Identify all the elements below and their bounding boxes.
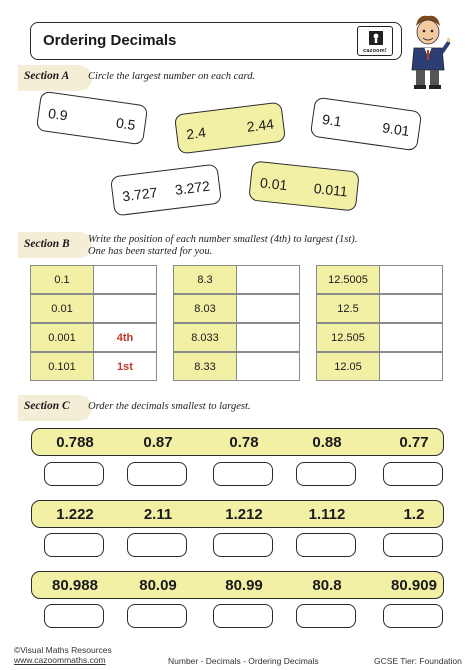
card-value[interactable]: 0.5 — [115, 114, 137, 134]
strip-number: 2.11 — [143, 506, 173, 523]
strip-number: 0.87 — [143, 434, 173, 451]
table-answer-cell[interactable] — [379, 352, 443, 381]
table-answer-cell[interactable] — [236, 265, 300, 294]
website-link[interactable]: www.cazoommaths.com — [14, 655, 106, 665]
footer-credits — [14, 645, 112, 665]
strip-number: 0.78 — [229, 434, 259, 451]
answer-box[interactable] — [213, 533, 273, 557]
answer-box[interactable] — [44, 604, 104, 628]
table-answer-cell[interactable] — [93, 294, 157, 323]
card-1[interactable] — [36, 91, 149, 146]
card-value[interactable]: 3.272 — [174, 177, 211, 198]
footer-topic: Number - Decimals - Ordering Decimals — [168, 656, 319, 666]
footer-tier: GCSE Tier: Foundation — [374, 656, 462, 666]
decimal-strip — [31, 500, 444, 528]
table-number-cell: 8.33 — [173, 352, 237, 381]
section-c-label: Section C — [24, 400, 70, 412]
answer-box[interactable] — [383, 533, 443, 557]
strip-number: 1.222 — [56, 506, 94, 523]
card-value[interactable]: 9.1 — [321, 110, 343, 130]
answer-box[interactable] — [127, 533, 187, 557]
table-number-cell: 12.05 — [316, 352, 380, 381]
card-2[interactable] — [174, 102, 286, 155]
section-b-instruction-1: Write the position of each number smallest (4th) to largest (1st). — [88, 234, 358, 245]
page-title: Ordering Decimals — [43, 32, 177, 49]
card-4[interactable] — [110, 164, 222, 217]
table-number-cell: 12.5 — [316, 294, 380, 323]
answer-box[interactable] — [296, 533, 356, 557]
table-number-cell: 8.033 — [173, 323, 237, 352]
table-number-cell: 8.03 — [173, 294, 237, 323]
card-value[interactable]: 3.727 — [121, 184, 159, 205]
card-value[interactable]: 2.4 — [185, 124, 207, 143]
strip-number: 0.788 — [56, 434, 94, 451]
strip-number: 1.2 — [403, 506, 425, 523]
logo-text: cazoom! — [363, 48, 387, 54]
answer-box[interactable] — [127, 462, 187, 486]
table-answer-cell[interactable] — [379, 323, 443, 352]
card-value[interactable]: 2.44 — [245, 115, 275, 135]
card-value[interactable]: 0.011 — [313, 180, 349, 200]
table-number-cell: 0.101 — [30, 352, 94, 381]
card-5[interactable] — [248, 160, 360, 211]
table-answer-cell[interactable] — [93, 265, 157, 294]
strip-number: 1.212 — [225, 506, 263, 523]
table-answer-cell[interactable]: 4th — [93, 323, 157, 352]
table-answer-cell[interactable] — [236, 294, 300, 323]
strip-number: 80.909 — [391, 577, 437, 594]
cazoom-logo — [357, 26, 393, 56]
table-answer-cell[interactable] — [236, 352, 300, 381]
answer-box[interactable] — [127, 604, 187, 628]
card-value[interactable]: 9.01 — [381, 119, 411, 140]
copyright: ©Visual Maths Resources — [14, 645, 112, 655]
answer-box[interactable] — [383, 604, 443, 628]
table-number-cell: 0.01 — [30, 294, 94, 323]
card-value[interactable]: 0.9 — [47, 104, 69, 124]
section-b-label: Section B — [24, 238, 70, 250]
strip-number: 80.99 — [225, 577, 263, 594]
card-3[interactable] — [310, 97, 423, 152]
mascot-illustration — [404, 12, 450, 90]
decimal-strip — [31, 428, 444, 456]
answer-box[interactable] — [213, 604, 273, 628]
strip-number: 0.77 — [399, 434, 429, 451]
table-answer-cell[interactable] — [379, 294, 443, 323]
strip-number: 80.988 — [52, 577, 98, 594]
title-box — [30, 22, 402, 60]
table-number-cell: 0.001 — [30, 323, 94, 352]
strip-number: 0.88 — [312, 434, 342, 451]
decimal-strip — [31, 571, 444, 599]
strip-number: 80.09 — [139, 577, 177, 594]
strip-number: 1.112 — [308, 506, 346, 523]
section-b-instruction-2: One has been started for you. — [88, 246, 213, 257]
card-value[interactable]: 0.01 — [259, 174, 289, 194]
answer-box[interactable] — [296, 462, 356, 486]
answer-box[interactable] — [44, 533, 104, 557]
table-number-cell: 0.1 — [30, 265, 94, 294]
table-number-cell: 12.505 — [316, 323, 380, 352]
table-answer-cell[interactable] — [236, 323, 300, 352]
table-answer-cell[interactable]: 1st — [93, 352, 157, 381]
strip-number: 80.8 — [312, 577, 342, 594]
table-number-cell: 12.5005 — [316, 265, 380, 294]
answer-box[interactable] — [213, 462, 273, 486]
section-a-instruction: Circle the largest number on each card. — [88, 71, 256, 82]
section-c-instruction: Order the decimals smallest to largest. — [88, 401, 251, 412]
section-a-label: Section A — [24, 70, 70, 82]
answer-box[interactable] — [44, 462, 104, 486]
answer-box[interactable] — [296, 604, 356, 628]
keyhole-icon — [369, 31, 383, 45]
table-answer-cell[interactable] — [379, 265, 443, 294]
answer-box[interactable] — [383, 462, 443, 486]
table-number-cell: 8.3 — [173, 265, 237, 294]
